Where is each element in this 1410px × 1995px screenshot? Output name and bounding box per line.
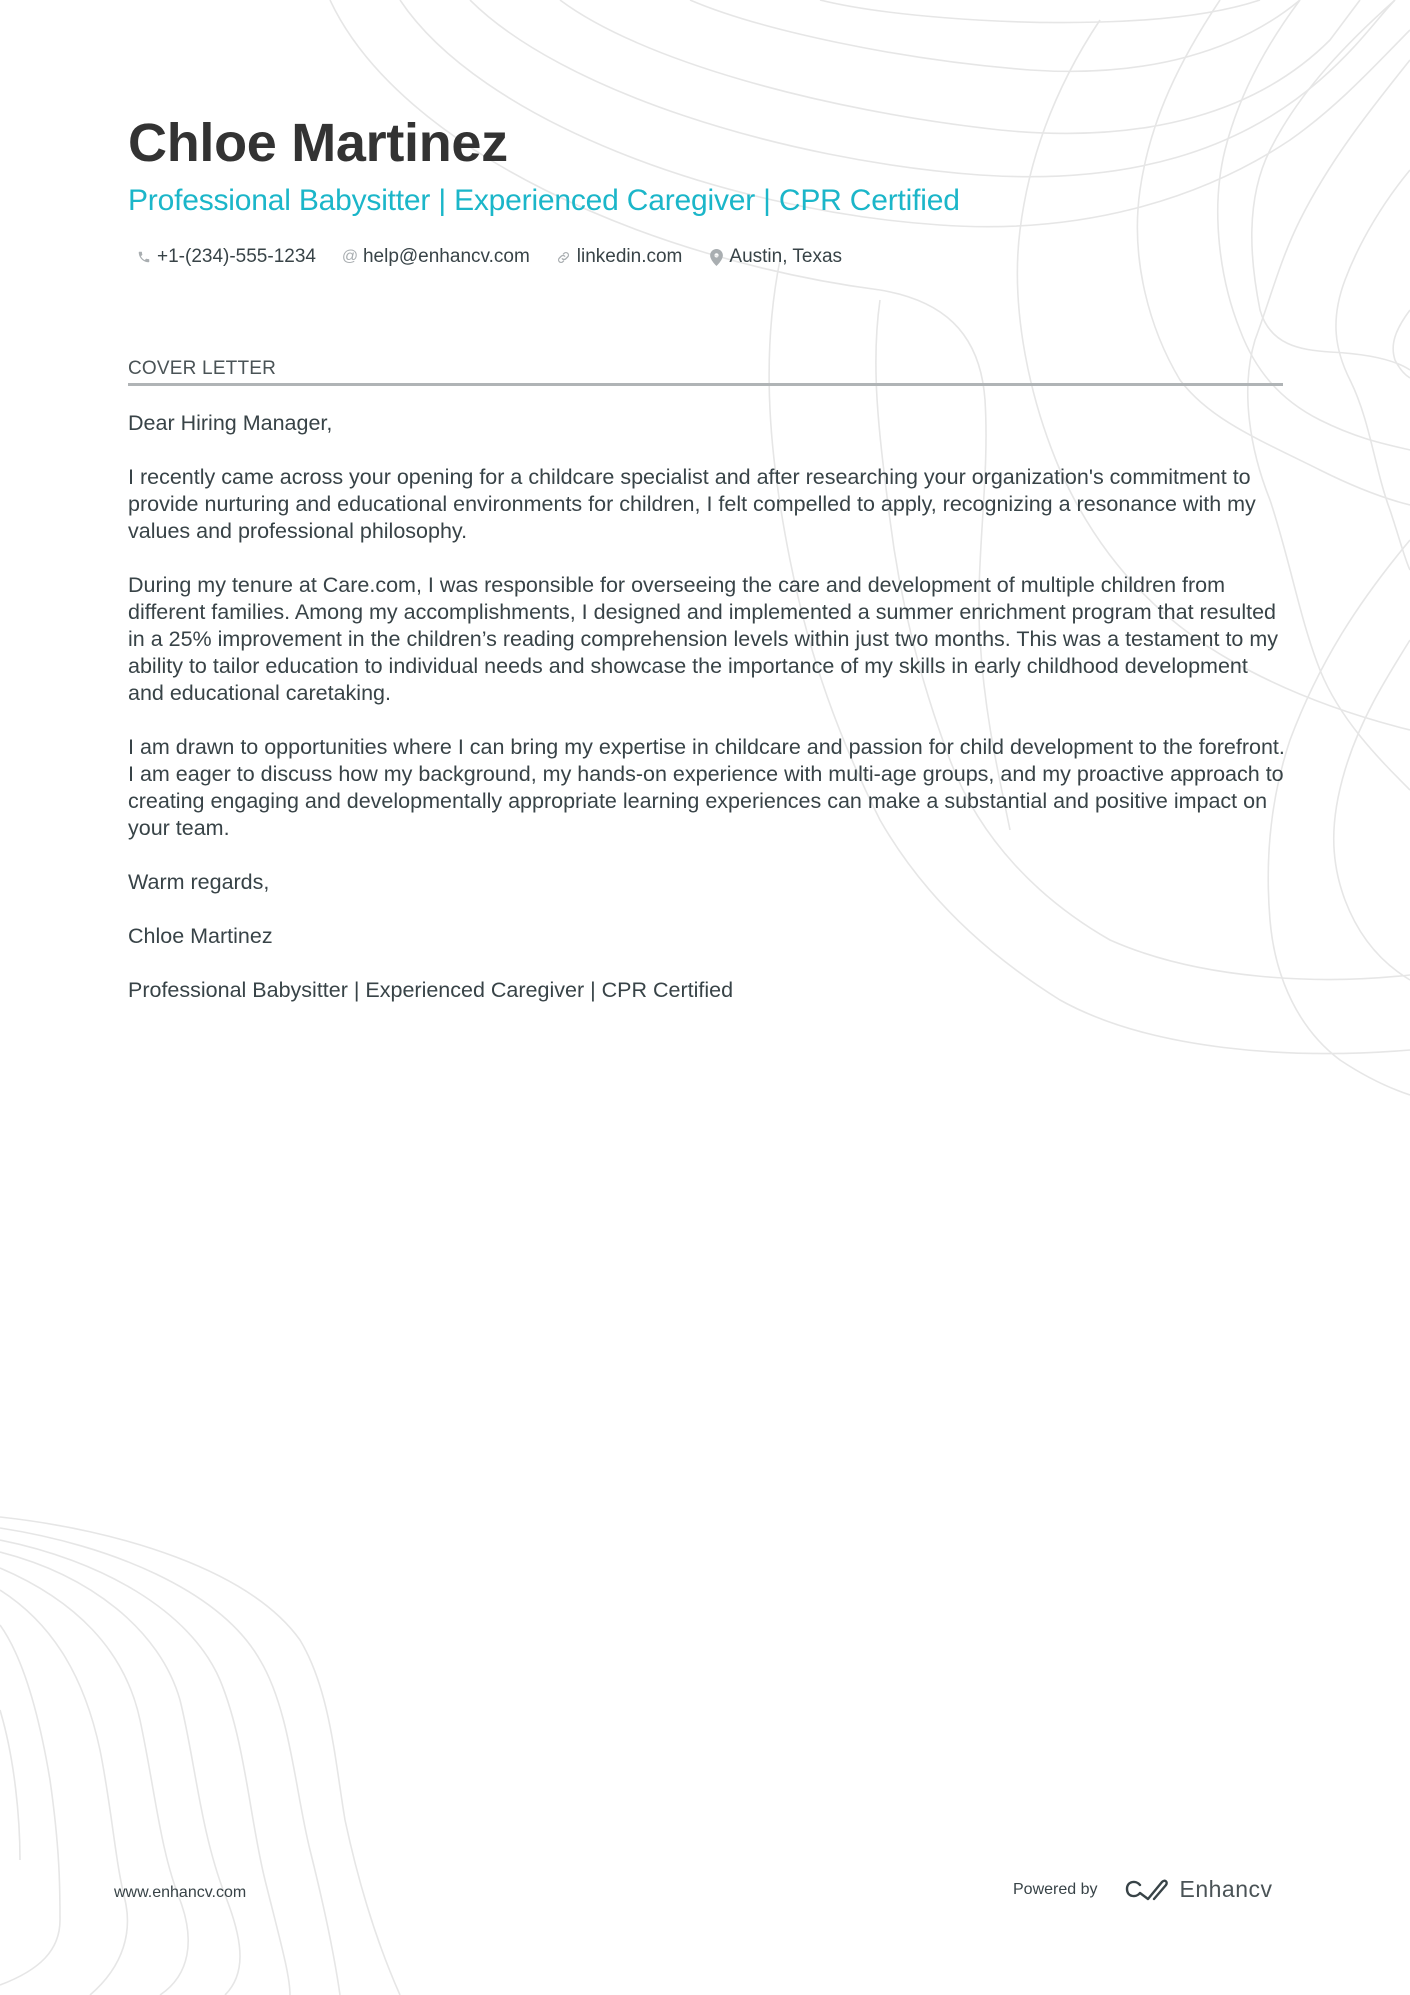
letter-paragraph: I am drawn to opportunities where I can bring my expertise in childcare and passion for child development to the forefront. I am eager to discuss how my background, my hands-on experience with multi-age groups, and my proactive approach to creating engaging and developmentally appropriate learning experiences can make a substantial and positive impact on your team. (128, 735, 1285, 840)
link-icon (556, 248, 572, 266)
phone-icon (136, 248, 152, 266)
candidate-name: Chloe Martinez (128, 113, 508, 173)
footer-branding (1013, 1876, 1273, 1903)
enhancv-logo[interactable] (1124, 1876, 1273, 1903)
email-link[interactable]: help@enhancv.com (362, 246, 530, 267)
enhancv-wordmark: Enhancv (1179, 1876, 1273, 1902)
contact-phone (136, 246, 316, 268)
location-pin-icon (708, 248, 724, 266)
candidate-headline: Professional Babysitter | Experienced Caregiver | CPR Certified (128, 184, 960, 217)
section-divider (128, 383, 1283, 386)
powered-by-label: Powered by (1013, 1880, 1098, 1898)
linkedin-link[interactable]: linkedin.com (576, 246, 683, 267)
salutation: Dear Hiring Manager, (128, 411, 333, 435)
letter-paragraph: During my tenure at Care.com, I was responsible for overseeing the care and development of multiple children from different families. Among my accomplishments, I designed and implemented a summer enrichment program that resulted in a 25% improvement in the children’s reading comprehension levels within just two months. This was a testament to my ability to tailor education to individual needs and showcase the importance of my skills in early childhood development and educational caretaking. (128, 573, 1279, 705)
letter-paragraph: I recently came across your opening for a childcare specialist and after researching your organization's commitment to provide nurturing and educational environments for children, I felt compelled to apply, recognizing a resonance with my values and professional philosophy. (128, 465, 1256, 543)
closing: Warm regards, (128, 870, 270, 894)
phone-number[interactable]: +1-(234)-555-1234 (157, 246, 316, 267)
signature-title: Professional Babysitter | Experienced Caregiver | CPR Certified (128, 978, 734, 1002)
contact-email (342, 246, 530, 268)
section-title-cover-letter: COVER LETTER (128, 358, 277, 379)
enhancv-logo-icon (1124, 1877, 1170, 1903)
letter-body (128, 410, 1288, 1031)
signature-name: Chloe Martinez (128, 924, 273, 948)
at-icon: @ (341, 248, 359, 265)
contact-location (708, 246, 842, 268)
location-text: Austin, Texas (729, 246, 843, 267)
footer-website-link[interactable]: www.enhancv.com (114, 1884, 247, 1901)
contact-row (136, 246, 868, 268)
contact-linkedin (556, 246, 683, 268)
